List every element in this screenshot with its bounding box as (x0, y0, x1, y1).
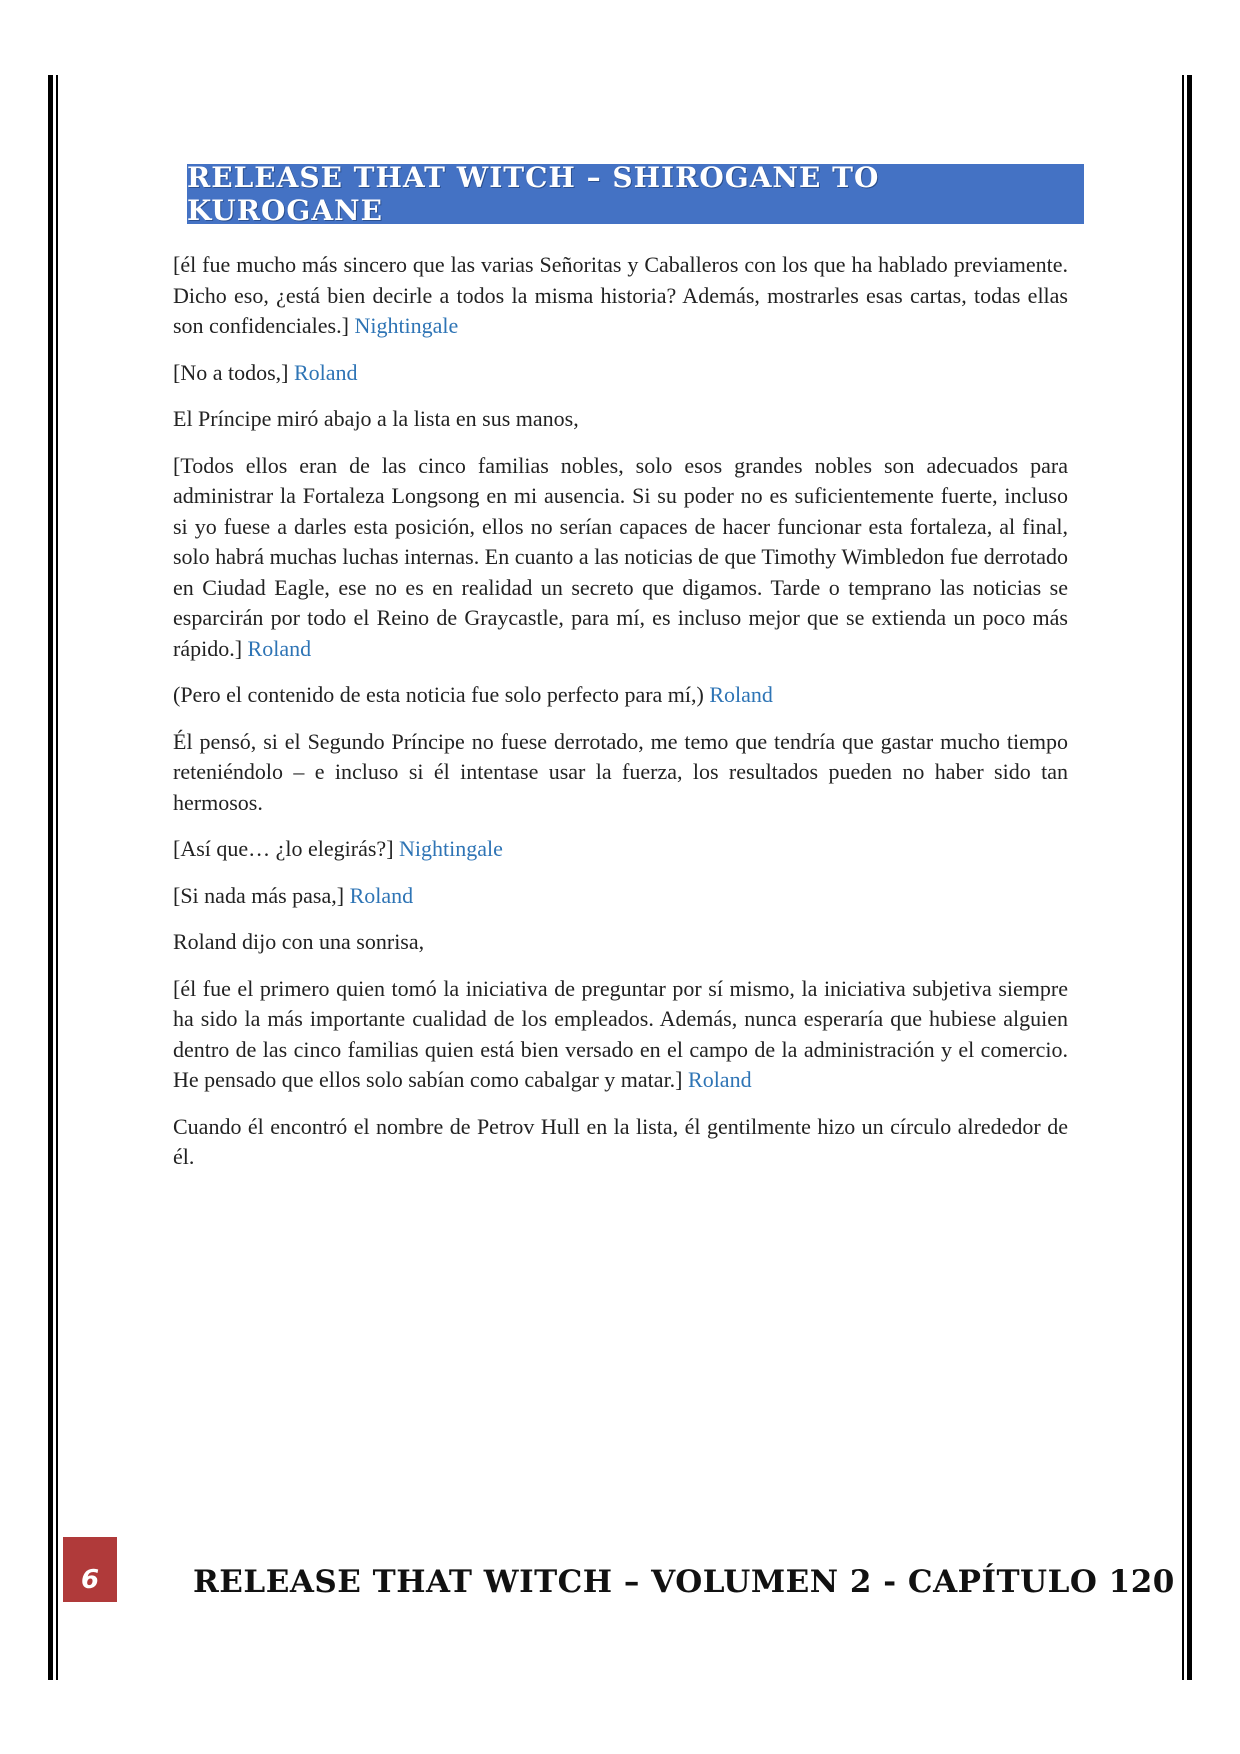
footer-title: RELEASE THAT WITCH – VOLUMEN 2 - CAPÍTULO 120 (193, 1564, 1175, 1600)
paragraph (173, 680, 1068, 711)
paragraph (173, 727, 1068, 819)
page-number: 6 (63, 1537, 117, 1599)
paragraph (173, 451, 1068, 665)
paragraph-text: (Pero el contenido de esta noticia fue solo perfecto para mí,) (173, 682, 710, 707)
paragraph (173, 927, 1068, 958)
paragraph-text: El Príncipe miró abajo a la lista en sus manos, (173, 406, 579, 431)
speaker-tag: Roland (293, 359, 358, 385)
paragraph-text: [No a todos,] (173, 359, 294, 385)
paragraph-text: [Si nada más pasa,] (173, 882, 350, 908)
speaker-tag: Nightingale (354, 313, 459, 338)
header-banner (187, 161, 1084, 227)
paragraph-text: Él pensó, si el Segundo Príncipe no fuese derrotado, me temo que tendría que gastar mucho tiempo reteniéndolo – e incluso si él intentase usar la fuerza, los resultados pueden no haber sido tan hermosos. (173, 728, 1068, 815)
left-border-thick (48, 75, 53, 1680)
speaker-tag: Nightingale (399, 836, 503, 861)
paragraph (173, 974, 1068, 1096)
paragraph-text: [él fue mucho más sincero que las varias Señoritas y Caballeros con los que ha hablado previamente. Dicho eso, ¿está bien decirle a todos la misma historia? Además, mostrarles esas cartas, todas ellas son confidenciales.] (173, 252, 1068, 338)
chapter-body (173, 250, 1068, 1189)
paragraph (173, 250, 1068, 342)
speaker-tag: Roland (709, 682, 773, 707)
paragraph-text: Roland dijo con una sonrisa, (173, 929, 425, 954)
header-title: RELEASE THAT WITCH – SHIROGANE TO KUROGANE (187, 161, 880, 227)
speaker-tag: Roland (688, 1067, 752, 1092)
left-border-thin (56, 75, 58, 1680)
speaker-tag: Roland (247, 635, 312, 661)
paragraph (173, 404, 1068, 435)
paragraph-text: [él fue el primero quien tomó la iniciativa de preguntar por sí mismo, la iniciativa subjetiva siempre ha sido la más importante cualidad de los empleados. Además, nunca esperaría que hubiese alguien dentro de las cinco familias quien está bien versado en el campo de la administración y el comercio. He pensado que ellos solo sabían como cabalgar y matar.] (173, 975, 1068, 1092)
right-border-thin (1182, 75, 1184, 1680)
paragraph (173, 358, 1068, 389)
page-number-underline (63, 1599, 117, 1602)
paragraph (173, 834, 1068, 865)
right-border-thick (1187, 75, 1192, 1680)
paragraph (173, 1112, 1068, 1173)
paragraph-text: Cuando él encontró el nombre de Petrov Hull en la lista, él gentilmente hizo un círculo alrededor de él. (173, 1113, 1068, 1169)
paragraph-text: [Así que… ¿lo elegirás?] (173, 836, 400, 861)
speaker-tag: Roland (349, 882, 414, 908)
paragraph-text: [Todos ellos eran de las cinco familias nobles, solo esos grandes nobles son adecuados para administrar la Fortaleza Longsong en mi ausencia. Si su poder no es suficientemente fuerte, incluso si yo fuese a darles esta posición, ellos no serían capaces de hacer funcionar esta fortaleza, al final, solo habrá muchas luchas internas. En cuanto a las noticias de que Timothy Wimbledon fue derrotado en Ciudad Eagle, ese no es en realidad un secreto que digamos. Tarde o temprano las noticias se esparcirán por todo el Reino de Graycastle, para mí, es incluso mejor que se extienda un poco más rápido.] (173, 452, 1068, 661)
paragraph (173, 881, 1068, 912)
